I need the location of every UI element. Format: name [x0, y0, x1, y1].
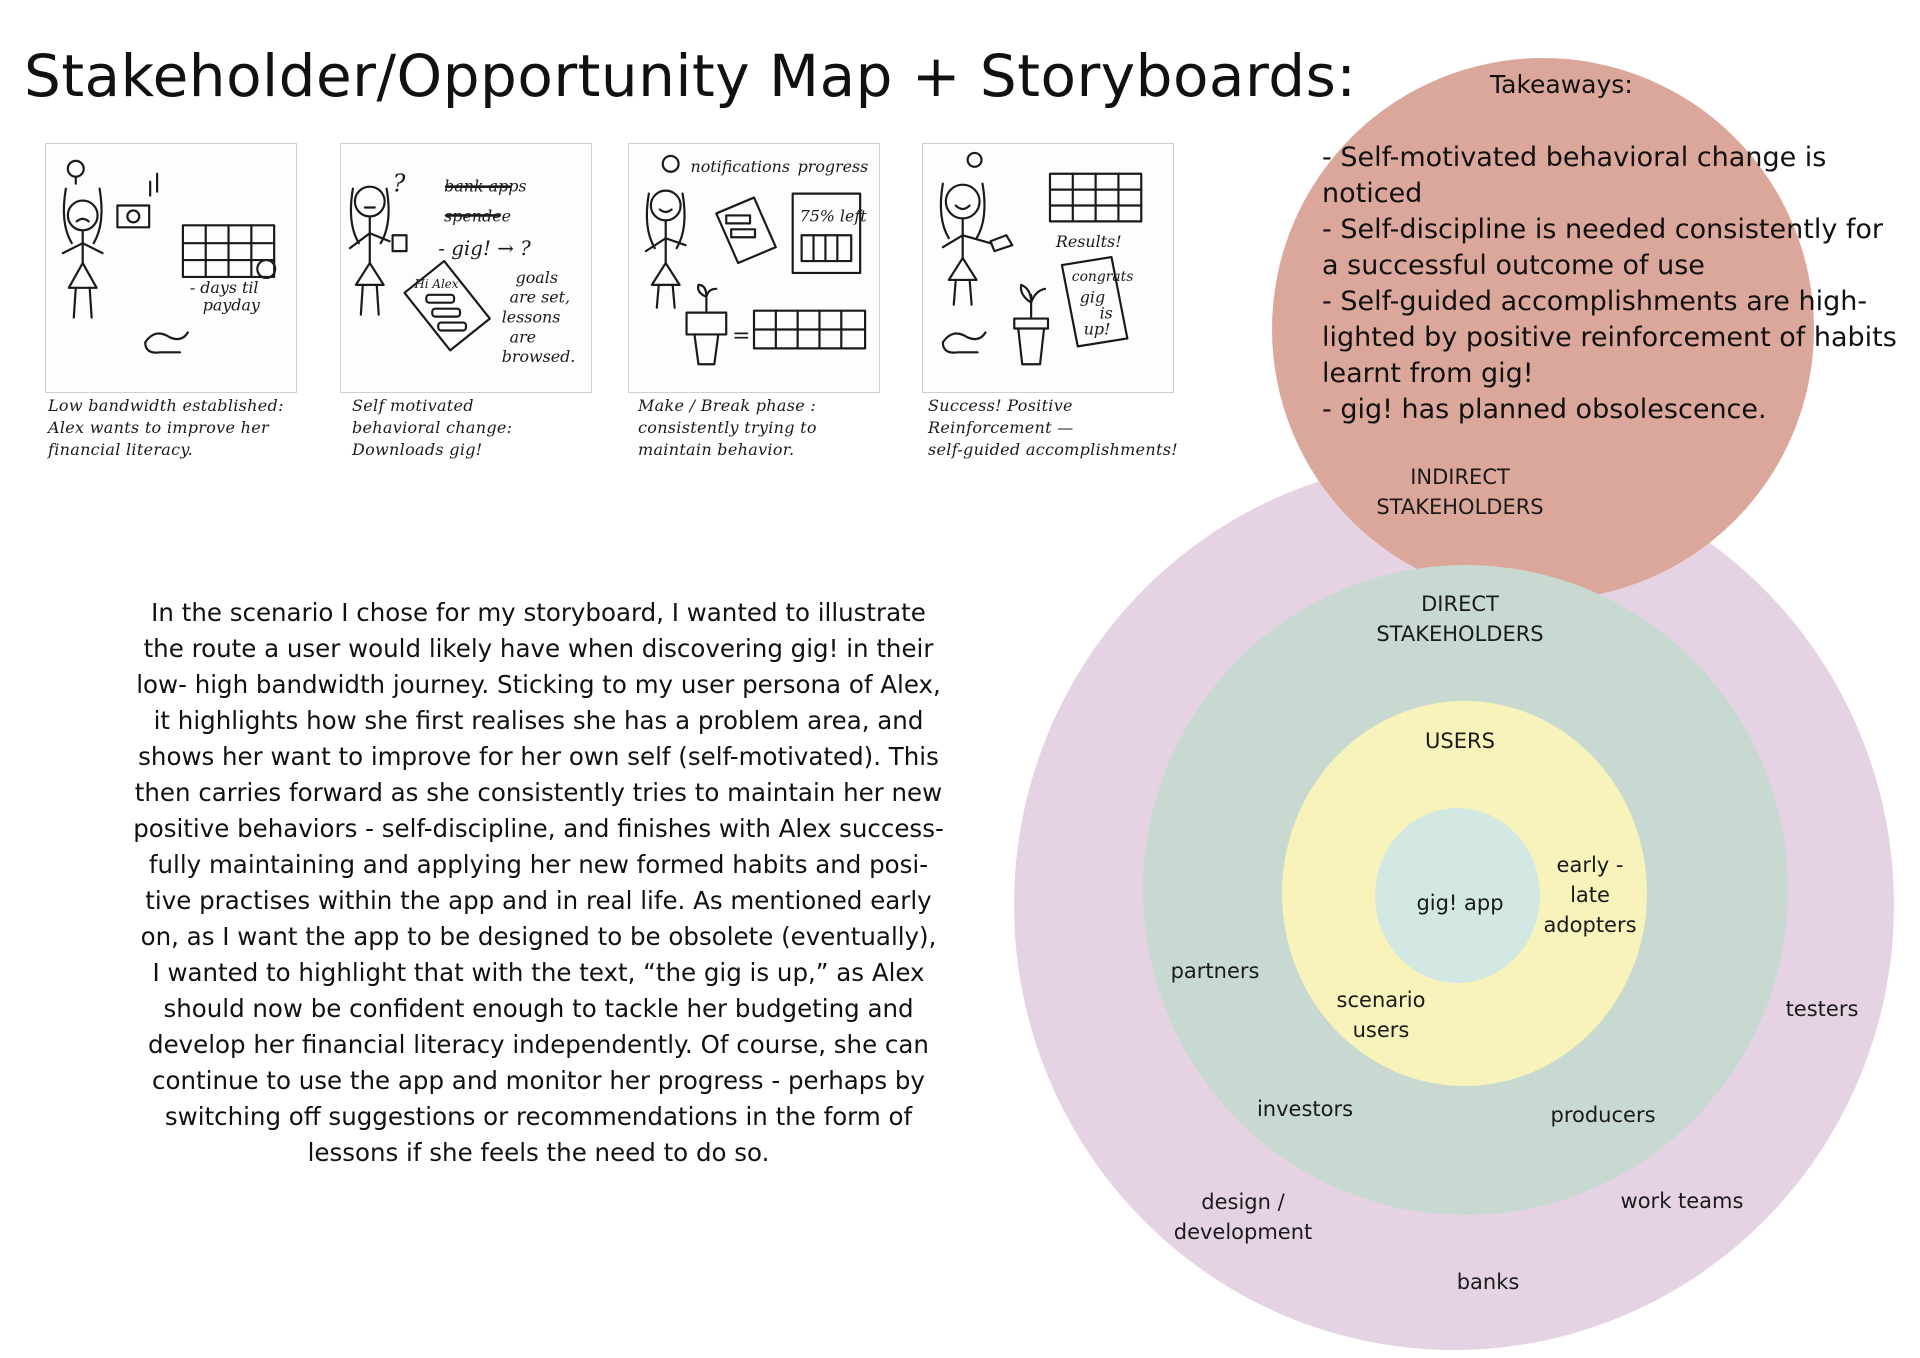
svg-text:goals: goals — [515, 267, 558, 287]
partners-label: partners — [1170, 959, 1260, 983]
banks-label: banks — [1456, 1270, 1520, 1294]
svg-text:75% left: 75% left — [799, 206, 867, 226]
svg-text:up!: up! — [1083, 319, 1111, 339]
svg-text:?: ? — [392, 169, 406, 198]
svg-text:lessons: lessons — [501, 307, 561, 327]
storyboard-panel-3 — [628, 143, 880, 393]
svg-text:browsed.: browsed. — [501, 347, 576, 367]
storyboard-caption-2: Self motivated behavioral change: Downloads gig! — [352, 396, 513, 459]
svg-text:progress: progress — [797, 156, 869, 176]
storyboard-caption-4: Success! Positive Reinforcement — self-guided accomplishments! — [928, 396, 1178, 459]
svg-text:notifications: notifications — [690, 156, 790, 176]
svg-text:is: is — [1099, 303, 1113, 323]
svg-text:Results!: Results! — [1055, 232, 1122, 252]
storyboard-panel-2 — [340, 143, 592, 393]
scenario-paragraph: In the scenario I chose for my storyboard, I wanted to illustrate the route a user would likely have when discovering gig! in their low- high bandwidth journey. Sticking to my user persona of Alex, it highlights how she first realises she has a problem area, and shows her want to improve for her own self (self-motivated). This then carries forward as she consistently tries to maintain her new positive behaviors - self-discipline, and finishes with Alex success- fully maintaining and applying her new formed habits and posi- tive practises within the app and in real life. As mentioned early on, as I want the app to be designed to be obsolete (eventually), I wanted to highlight that with the text, “the gig is up,” as Alex should now be confident enough to tackle her budgeting and develop her financial literacy independently. Of course, she can continue to use the app and monitor her progress - perhaps by switching off suggestions or recommendations in the form of lessons if she feels the need to do so. — [133, 598, 944, 1167]
storyboard-panel-1 — [45, 143, 297, 393]
storyboard-caption-3: Make / Break phase : consistently trying to maintain behavior. — [638, 396, 817, 459]
direct-stakeholders-heading: DIRECT STAKEHOLDERS — [1376, 592, 1544, 646]
svg-text:- gig! → ?: - gig! → ? — [438, 237, 531, 261]
gig-app-label: gig! app — [1416, 891, 1504, 915]
svg-text:bank apps: bank apps — [444, 176, 527, 196]
adopters-label: early - late adopters — [1543, 853, 1637, 937]
storyboard-sketch-4 — [923, 144, 1173, 392]
storyboard-panel-4 — [922, 143, 1174, 393]
users-heading: USERS — [1425, 729, 1495, 753]
svg-text:payday: payday — [202, 295, 260, 315]
svg-text:are set,: are set, — [509, 287, 571, 307]
svg-text:are: are — [509, 327, 537, 347]
svg-text:Hi Alex: Hi Alex — [414, 276, 459, 291]
producers-label: producers — [1550, 1103, 1656, 1127]
storyboard-caption-1: Low bandwidth established: Alex wants to improve her financial literacy. — [48, 396, 284, 459]
storyboard-sketch-2 — [341, 144, 591, 392]
design-development-label: design / development — [1173, 1190, 1313, 1244]
svg-text:=: = — [732, 323, 751, 349]
takeaways-heading: Takeaways: — [1490, 70, 1633, 99]
investors-label: investors — [1256, 1097, 1354, 1121]
svg-text:- days til: - days til — [189, 277, 259, 297]
page-title: Stakeholder/Opportunity Map + Storyboards: — [24, 42, 1357, 110]
svg-text:spendee: spendee — [444, 206, 512, 226]
work-teams-label: work teams — [1620, 1189, 1744, 1213]
takeaways-list: - Self-motivated behavioral change is noticed - Self-discipline is needed consistently for a successful outcome of use - Self-guided accomplishments are high- lighted by positive reinforcement of habits learnt from gig! - gig! has planned obsolescence. — [1322, 142, 1897, 425]
indirect-stakeholders-heading: INDIRECT STAKEHOLDERS — [1376, 465, 1544, 519]
svg-text:gig: gig — [1079, 287, 1106, 307]
storyboard-sketch-3 — [629, 144, 879, 392]
svg-text:congrats: congrats — [1071, 268, 1134, 285]
scenario-users-label: scenario users — [1336, 988, 1426, 1042]
testers-label: testers — [1785, 997, 1859, 1021]
storyboard-sketch-1 — [46, 144, 296, 392]
